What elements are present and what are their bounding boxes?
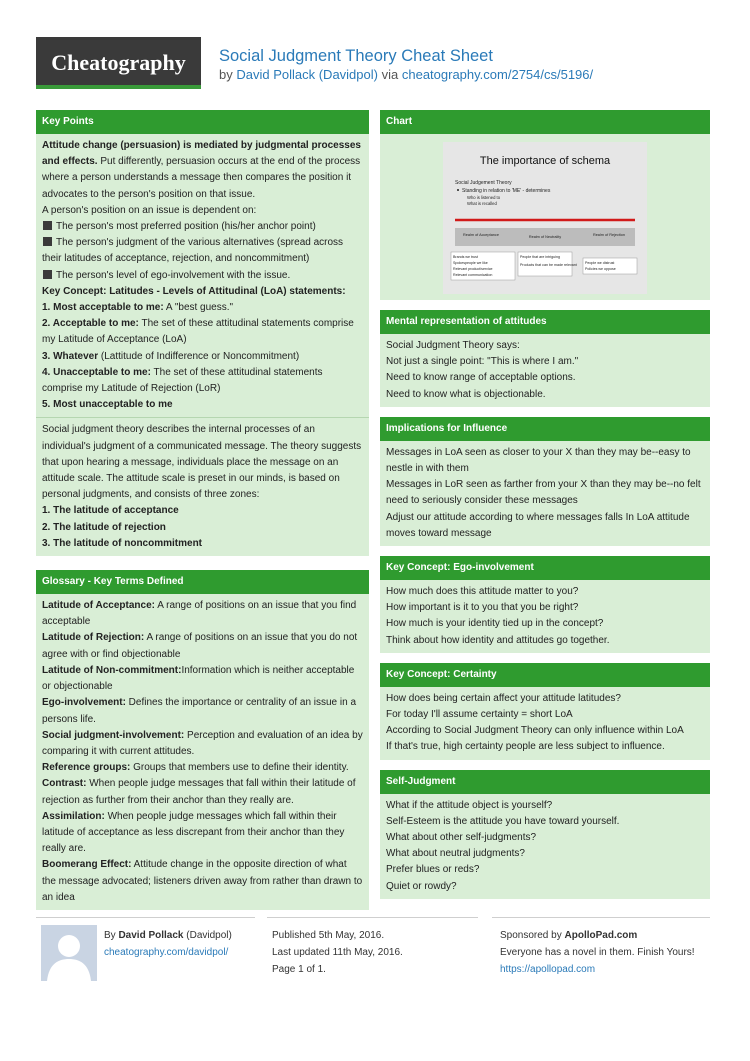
sponsor-link[interactable]: https://apollopad.com [500,964,596,975]
self-line: What about neutral judgments? [386,848,525,860]
implications-line: Messages in LoA seen as closer to your X than they may be--easy to nestle in with them [386,446,691,475]
slide-heading: Social Judgement Theory [455,180,512,186]
box3-line: Policies we oppose [585,267,616,271]
box1-line: Relevant product/service [453,267,493,271]
slide-sub2: What is recalled [467,201,497,206]
square-bullet-icon [43,270,52,279]
term-label: Ego-involvement: [42,697,126,709]
glossary-term [42,760,363,776]
term-label: Social judgment-involvement: [42,729,185,741]
certainty-line: For today I'll assume certainty = short LoA [386,709,573,721]
self-line: What if the attitude object is yourself? [386,799,553,811]
theory-body [36,417,369,556]
certainty-line: If that's true, high certainty people are less subject to influence. [386,741,665,753]
page-count: Page 1 of 1. [272,964,326,975]
ego-line: How much does this attitude matter to you? [386,586,579,598]
footer-divider [492,917,710,918]
box3-line: People we distrust [585,261,615,265]
level-text: (Lattitude of Indifference or Noncommitment) [98,350,300,362]
page-title: Social Judgment Theory Cheat Sheet [219,47,493,65]
term-label: Latitude of Non-commitment: [42,664,182,676]
bullet-item [42,219,363,235]
self-line: Quiet or rowdy? [386,880,457,892]
chart-panel [380,110,710,300]
bullet-text: The person's level of ego-involvement with the issue. [56,269,291,281]
zone-item [42,520,363,536]
author-link[interactable]: David Pollack (Davidpol) [236,67,378,82]
term-def: A range of positions on an issue that you do not agree with or find objectionable [42,632,358,660]
key-points-intro [42,138,363,203]
key-points-body [36,134,369,417]
level-label: 5. Most unacceptable to me [42,399,173,411]
term-def: When people judge messages that fall within their latitude of rejection as further from their anchor than they really are. [42,778,356,806]
mental-panel [380,310,710,407]
glossary-term [42,728,363,760]
term-def: A range of positions on an issue that you find acceptable [42,600,357,628]
glossary-term [42,776,363,808]
glossary-body [36,594,369,910]
footer-author-name: David Pollack [118,930,184,941]
ego-line: Think about how identity and attitudes go together. [386,634,610,646]
intro-rest: Put differently, persuasion occurs at the end of the process where a person understands a message then compares the position it advocates to the person's position on that issue. [42,156,361,200]
byline-via: via [381,67,399,82]
footer-sponsor [500,927,695,978]
theory-text: Social judgment theory describes the internal processes of an individual's judgment of a communicated message. The theory suggests that upon hearing a message, individuals place the message on an attitude scale. The attitude scale is preset in our minds, is based on personal judgments, and consists of three zones: [42,424,362,501]
mental-line: Not just a single point: "This is where I am." [386,356,579,368]
footer-divider [36,917,255,918]
left-column [36,110,369,920]
key-points-header: Key Points [36,110,369,134]
glossary-header: Glossary - Key Terms Defined [36,570,369,594]
level-item [42,316,363,348]
footer-author-link[interactable]: cheatography.com/davidpol/ [104,947,229,958]
implications-line: Messages in LoR seen as farther from your X than they may be--no felt need to seriously consider these messages [386,479,701,507]
self-judgment-header: Self-Judgment [380,770,710,794]
glossary-term [42,809,363,858]
term-def: Attitude change in the opposite direction of what the message advocated; listeners driven away from rather than drawn to an idea [42,859,363,903]
implications-panel [380,417,710,546]
zone-text: 2. The latitude of rejection [42,521,166,533]
square-bullet-icon [43,237,52,246]
level-label: 1. Most acceptable to me: [42,302,164,314]
mental-line: Need to know what is objectionable. [386,388,546,400]
concept-title-text: Key Concept: Latitudes - Levels of Attitudinal (LoA) statements: [42,285,346,297]
mental-body [380,334,710,407]
level-item [42,300,363,316]
term-def: Information which is neither acceptable or objectionable [42,664,355,693]
published-date: Published 5th May, 2016. [272,930,385,941]
glossary-term [42,695,363,727]
ego-body [380,580,710,653]
term-def: Groups that members use to define their identity. [130,762,349,774]
glossary-term [42,630,363,662]
user-silhouette-icon [41,925,97,981]
term-label: Contrast: [42,778,87,790]
term-label: Assimilation: [42,810,105,822]
term-def: Perception and evaluation of an idea by comparing it with current attitudes. [42,729,363,757]
position-text: A person's position on an issue is dependent on: [42,204,257,216]
byline [219,67,593,82]
byline-by: by [219,67,233,82]
schema-slide-image [443,142,647,294]
term-label: Boomerang Effect: [42,859,132,871]
footer-author-handle: (Davidpol) [183,930,232,941]
ego-panel [380,556,710,653]
self-line: What about other self-judgments? [386,832,537,844]
self-line: Prefer blues or reds? [386,864,480,876]
box2-line: People that are intriguing [520,255,560,259]
chart-image-wrapper [380,134,710,300]
implications-line: Adjust our attitude according to where messages falls In LoA attitude moves toward message [386,511,690,539]
glossary-term [42,663,363,695]
sponsor-prefix: Sponsored by [500,930,565,941]
sheet-url-link[interactable]: cheatography.com/2754/cs/5196/ [401,67,594,82]
footer-by: By [104,930,116,941]
footer-dates [272,927,403,978]
term-def: Defines the importance or centrality of an issue in a persons life. [42,697,357,725]
sponsor-name: ApolloPad.com [564,930,638,941]
certainty-header: Key Concept: Certainty [380,663,710,687]
level-text: The set of these attitudinal statements comprise my Latitude of Rejection (LoR) [42,366,323,395]
certainty-body [380,687,710,760]
slide-title: The importance of schema [479,155,611,167]
mental-line: Social Judgment Theory says: [386,340,520,351]
term-label: Latitude of Rejection: [42,632,145,644]
box1-line: Spokespeople we like [453,261,488,265]
ego-header: Key Concept: Ego-involvement [380,556,710,580]
bullet-item [42,268,363,284]
footer-author [104,927,232,961]
certainty-line: How does being certain affect your attitude latitudes? [386,692,621,704]
bullet-text: The person's most preferred position (his/her anchor point) [56,221,316,233]
level-item [42,365,363,397]
self-judgment-body [380,794,710,899]
zone-item [42,503,363,519]
zone-item [42,536,363,552]
footer [36,917,710,987]
term-def: When people judge messages which fall within their latitude of acceptance as less discrepant from their anchor than they really are. [42,810,345,855]
self-line: Self-Esteem is the attitude you have toward yourself. [386,815,620,827]
implications-body [380,441,710,546]
box1-line: Brands we trust [453,255,478,259]
level-label: 3. Whatever [42,350,99,362]
level-text: The set of these attitudinal statements comprise my Latitude of Acceptance (LoA) [42,318,354,346]
zone-text: 3. The latitude of noncommitment [42,537,203,549]
sponsor-tagline: Everyone has a novel in them. Finish Yours! [500,947,695,958]
mental-header: Mental representation of attitudes [380,310,710,334]
box2-line: Products that can be made relevant [520,263,577,267]
glossary-term [42,598,363,630]
level-item [42,397,363,413]
key-points-panel [36,110,369,556]
ego-line: How important is it to you that you be right? [386,602,579,614]
realm-rejection-label: Realm of Rejection [592,233,626,237]
term-label: Latitude of Acceptance: [42,600,155,612]
glossary-panel [36,570,369,910]
box1-line: Relevant communication [453,273,493,277]
sponsor-line [500,927,695,944]
concept-title [42,284,363,300]
level-text: A "best guess." [163,302,234,314]
footer-divider [267,917,478,918]
glossary-term [42,857,363,906]
mental-line: Need to know range of acceptable options. [386,372,576,384]
slide-bullet: Standing in relation to 'ME' - determines [462,188,551,194]
logo-text: Cheatography [51,50,186,75]
term-label: Reference groups: [42,762,131,774]
logo-accent-bar [36,85,201,89]
square-bullet-icon [43,221,52,230]
bullet-text: The person's judgment of the various alternatives (spread across their latitudes of acceptance, rejection, and noncommitment) [42,237,344,265]
self-judgment-panel [380,770,710,899]
cheatography-logo[interactable] [36,37,201,89]
avatar[interactable] [41,925,97,981]
level-label: 2. Acceptable to me: [42,318,139,330]
implications-header: Implications for Influence [380,417,710,441]
realm-neutrality-label: Realm of Neutrality [528,235,562,239]
intro-bold: Attitude change (persuasion) is mediated by judgmental processes and effects. [42,140,361,168]
footer-author-line [104,927,232,944]
level-label: 4. Unacceptable to me: [42,366,151,378]
ego-line: How much is your identity tied up in the concept? [386,618,604,630]
certainty-panel [380,663,710,760]
chart-header: Chart [380,110,710,134]
certainty-line: According to Social Judgment Theory can only influence within LoA [386,725,684,737]
bullet-item [42,235,363,267]
updated-date: Last updated 11th May, 2016. [272,947,403,958]
slide-bullet-dot [457,189,459,191]
zone-text: 1. The latitude of acceptance [42,505,179,517]
slide-sub1: Who is listened to [467,195,501,200]
realm-acceptance-label: Realm of Acceptance [463,233,499,237]
level-item [42,349,363,365]
right-column [380,110,710,909]
